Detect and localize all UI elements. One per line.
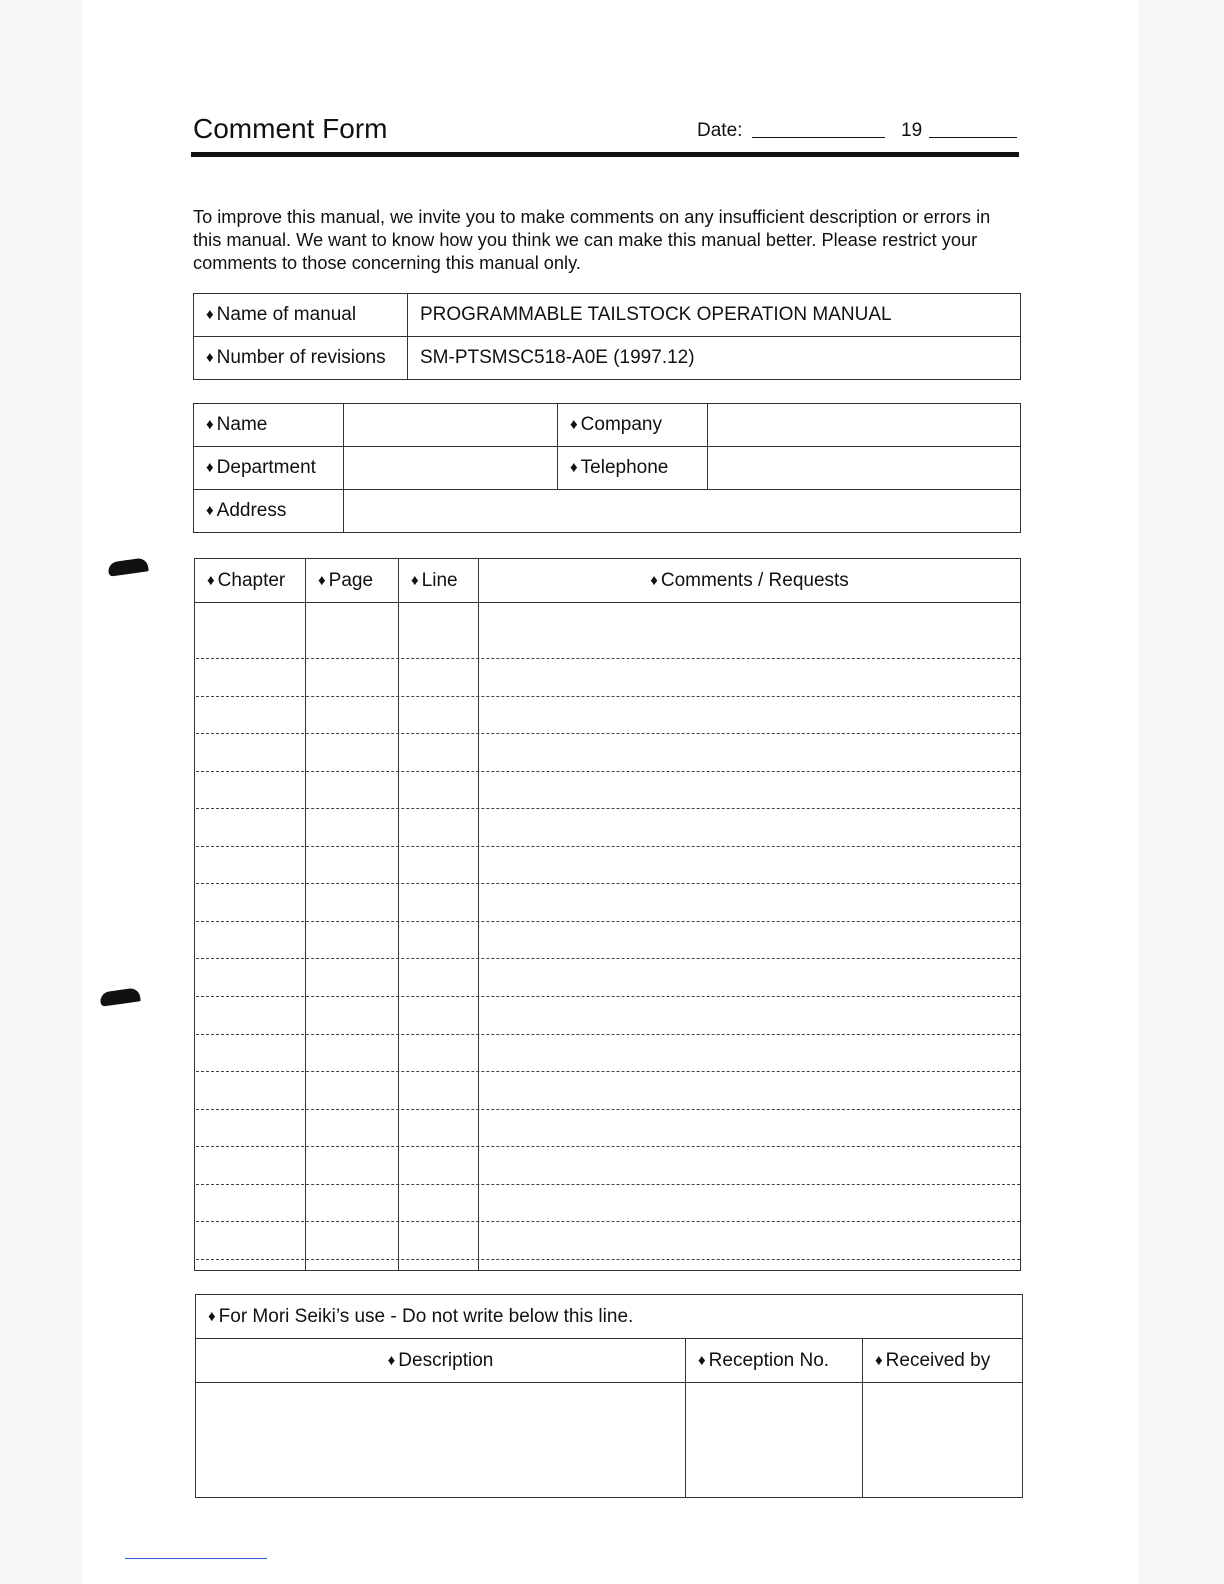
manual-name-row [194,294,1021,337]
bullet-icon: ♦ [650,571,658,589]
line-header: ♦ Line [399,559,479,603]
manual-name-label: ♦ Name of manual [194,294,408,337]
manual-info-table [193,293,1021,380]
received-by-field [863,1383,1023,1498]
bullet-icon: ♦ [570,416,578,433]
page-column[interactable] [306,603,399,1271]
contact-info-table [193,403,1021,533]
bullet-icon: ♦ [318,571,326,589]
binder-hole-mark [99,987,141,1006]
reception-field [686,1383,863,1498]
description-header: ♦ Description [196,1339,686,1383]
bullet-icon: ♦ [208,1307,216,1325]
page-margin-left [0,0,82,1584]
footer-rule [125,1558,267,1559]
address-label: ♦ Address [194,490,344,533]
bullet-icon: ♦ [698,1351,706,1369]
office-use-note: ♦ For Mori Seiki’s use - Do not write below this line. [196,1295,1023,1339]
revisions-value: SM-PTSMSC518-A0E (1997.12) [408,337,1021,380]
bullet-icon: ♦ [206,416,214,433]
comments-header-row [195,559,1021,603]
name-field[interactable] [344,404,558,447]
received-by-header: ♦ Received by [863,1339,1023,1383]
year-prefix: 19 [901,120,923,141]
chapter-column[interactable] [195,603,306,1271]
description-field [196,1383,686,1498]
title-rule [191,152,1019,157]
bullet-icon: ♦ [570,459,578,476]
binder-hole-mark [107,557,149,576]
revisions-row [194,337,1021,380]
bullet-icon: ♦ [207,571,215,589]
page-margin-right [1138,0,1224,1584]
line-column[interactable] [399,603,479,1271]
comments-table [194,558,1021,1271]
office-blank-row [196,1383,1023,1498]
page-header: ♦ Page [306,559,399,603]
company-label: ♦ Company [558,404,708,447]
contact-row-3 [194,490,1021,533]
chapter-header: ♦ Chapter [195,559,306,603]
company-field[interactable] [708,404,1021,447]
bullet-icon: ♦ [206,502,214,519]
year-blank[interactable] [929,137,1017,138]
reception-header: ♦ Reception No. [686,1339,863,1383]
bullet-icon: ♦ [387,1351,396,1369]
office-note-row [196,1295,1023,1339]
contact-row-2 [194,447,1021,490]
name-label: ♦ Name [194,404,344,447]
bullet-icon: ♦ [411,571,419,589]
comments-column[interactable] [479,603,1021,1271]
revisions-label: ♦ Number of revisions [194,337,408,380]
intro-paragraph: To improve this manual, we invite you to make comments on any insufficient description or errors in this manual. We want to know how you think we can make this manual better. Please restrict your comments to those concerning this manual only. [193,207,991,273]
date-field [697,120,1027,148]
date-label: Date: [697,120,743,141]
comments-body-row [195,603,1021,1271]
bullet-icon: ♦ [206,459,214,476]
bullet-icon: ♦ [206,306,214,323]
office-use-table [195,1294,1023,1498]
telephone-label: ♦ Telephone [558,447,708,490]
contact-row-1 [194,404,1021,447]
office-header-row [196,1339,1023,1383]
department-field[interactable] [344,447,558,490]
manual-name-value: PROGRAMMABLE TAILSTOCK OPERATION MANUAL [408,294,1021,337]
address-field[interactable] [344,490,1021,533]
telephone-field[interactable] [708,447,1021,490]
comments-header: ♦ Comments / Requests [479,559,1021,603]
bullet-icon: ♦ [875,1351,883,1369]
date-blank[interactable] [752,137,885,138]
bullet-icon: ♦ [206,349,214,366]
department-label: ♦ Department [194,447,344,490]
page-title: Comment Form [193,113,388,144]
